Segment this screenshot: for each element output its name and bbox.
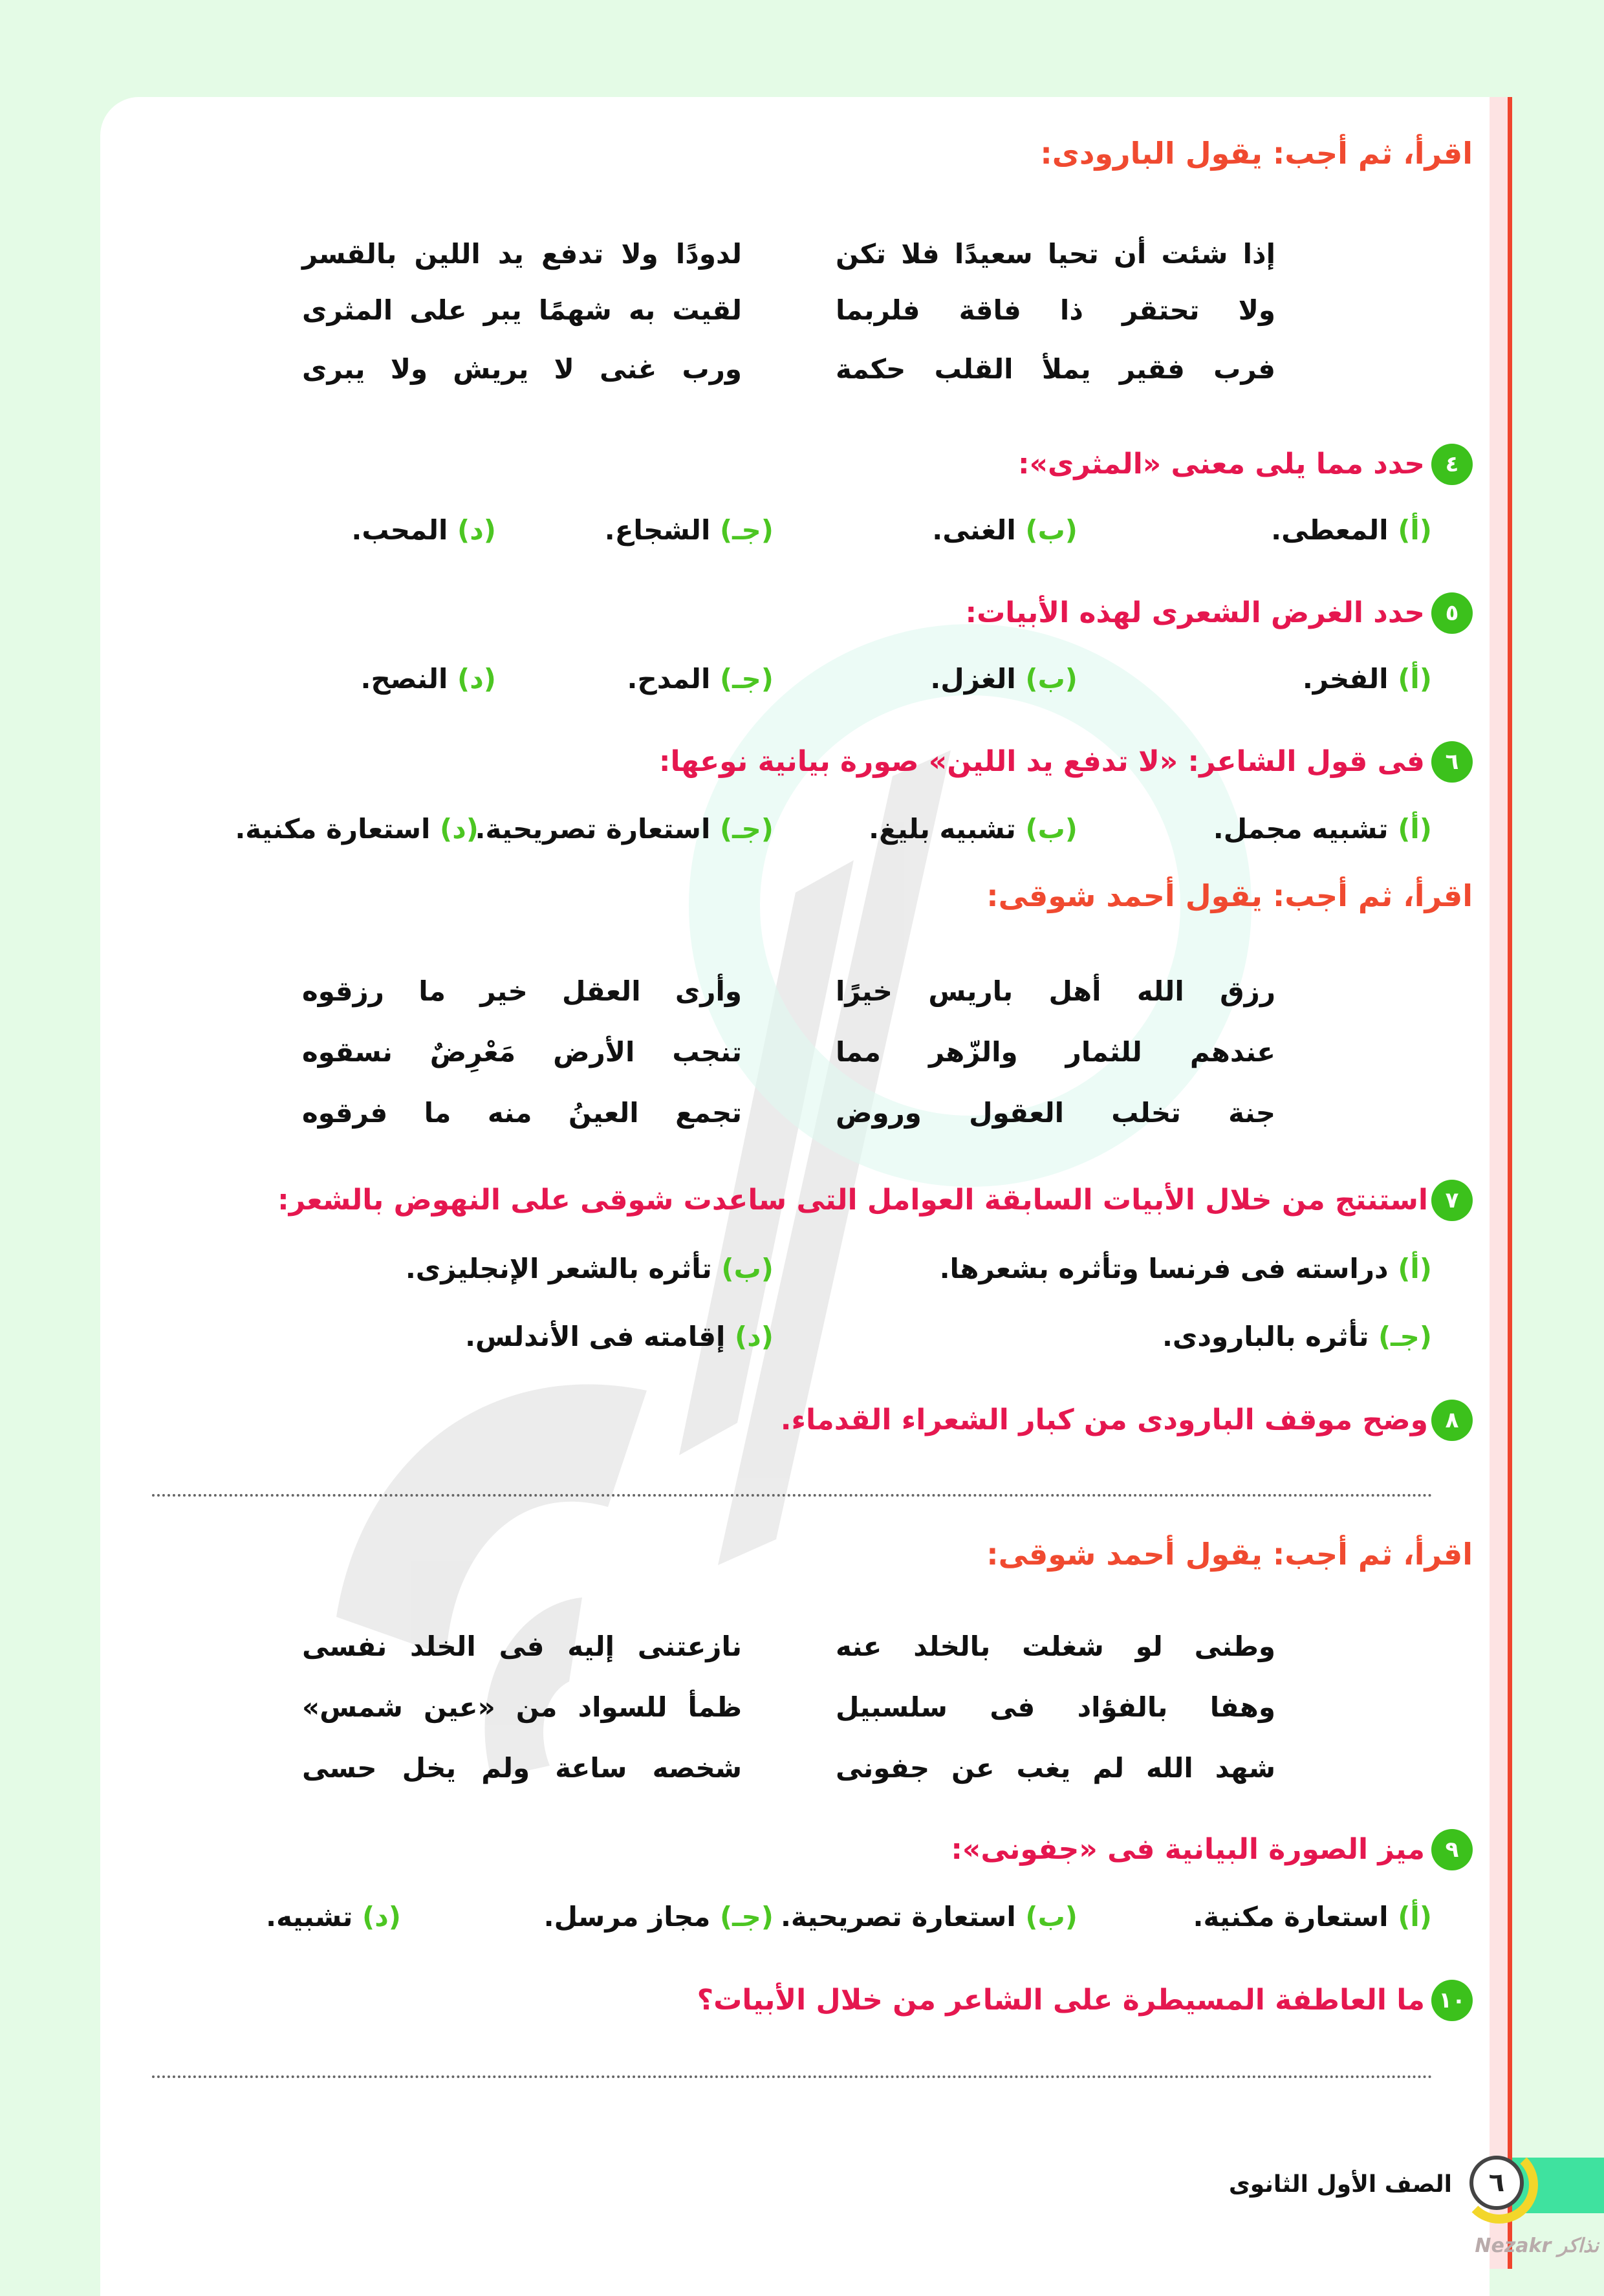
- verse-second-hemistich: ورب غنى لا يريش ولا يبرى: [302, 353, 742, 385]
- option-text: تشبيه بليغ.: [869, 813, 1016, 845]
- verse-first-hemistich: جنة تخلب العقول وروض: [836, 1097, 1275, 1129]
- question-number-badge: ٧: [1431, 1180, 1473, 1221]
- option-text: تأثره بالشعر الإنجليزى.: [405, 1253, 712, 1284]
- verse-first-hemistich: عندهم للثمار والزّهر مما: [836, 1036, 1275, 1068]
- option-text: دراسته فى فرنسا وتأثره بشعرها.: [939, 1253, 1389, 1284]
- option-text: الغزل.: [930, 663, 1016, 695]
- option-letter: جـ: [732, 813, 761, 845]
- option-a[interactable]: (أ) تشبيه مجمل.: [1213, 813, 1432, 845]
- option-c[interactable]: (جـ) الشجاع.: [604, 514, 774, 546]
- question-text: ميز الصورة البيانية فى «جفونى»:: [951, 1833, 1425, 1866]
- option-a[interactable]: (أ) استعارة مكنية.: [1193, 1901, 1432, 1933]
- option-c[interactable]: (جـ) مجاز مرسل.: [543, 1901, 774, 1933]
- option-text: استعارة تصريحية.: [780, 1901, 1016, 1933]
- option-text: المحب.: [351, 514, 448, 546]
- verse-second-hemistich: لقيت به شهمًا يبر على المثرى: [302, 294, 742, 326]
- option-text: إقامته فى الأندلس.: [465, 1321, 726, 1352]
- question-text: وضح موقف البارودى من كبار الشعراء القدماء.: [780, 1403, 1428, 1436]
- verse-second-hemistich: نازعتنى إليه فى الخلد نفسى: [302, 1630, 742, 1662]
- question-number-badge: ٨: [1431, 1400, 1473, 1441]
- section-heading: اقرأ، ثم أجب: يقول البارودى:: [1040, 136, 1473, 171]
- verse-second-hemistich: تنجب الأرض مَعْرِضٌ نسقوه: [302, 1036, 742, 1068]
- section-heading: اقرأ، ثم أجب: يقول أحمد شوقى:: [986, 878, 1473, 913]
- option-d[interactable]: (د) إقامته فى الأندلس.: [465, 1321, 774, 1352]
- verse-first-hemistich: إذا شئت أن تحيا سعيدًا فلا تكن: [836, 238, 1275, 270]
- option-d[interactable]: (د) تشبيه.: [266, 1901, 401, 1933]
- option-text: تشبيه.: [266, 1901, 353, 1933]
- question-number-badge: ٦: [1431, 741, 1473, 783]
- verse-first-hemistich: وطنى لو شغلت بالخلد عنه: [836, 1630, 1275, 1662]
- verse-second-hemistich: لدودًا ولا تدفع يد اللين بالقسر: [302, 238, 742, 270]
- option-letter: جـ: [732, 663, 761, 695]
- grade-label: الصف الأول الثانوى: [1228, 2171, 1452, 2198]
- verse-first-hemistich: وهفا بالفؤاد فى سلسبيل: [836, 1691, 1275, 1723]
- option-letter: أ: [1410, 514, 1420, 546]
- option-d[interactable]: (د) النصح.: [360, 663, 496, 695]
- option-a[interactable]: (أ) المعطى.: [1271, 514, 1432, 546]
- option-c[interactable]: (جـ) المدح.: [627, 663, 774, 695]
- verse-first-hemistich: شهد الله لم يغب عن جفونى: [836, 1752, 1275, 1784]
- section-heading: اقرأ، ثم أجب: يقول أحمد شوقى:: [986, 1537, 1473, 1572]
- option-text: تأثره بالبارودى.: [1162, 1321, 1369, 1352]
- option-letter: جـ: [1391, 1321, 1420, 1352]
- option-b[interactable]: (ب) الغنى.: [932, 514, 1078, 546]
- option-text: مجاز مرسل.: [543, 1901, 711, 1933]
- question-text: حدد الغرض الشعرى لهذه الأبيات:: [965, 596, 1425, 629]
- brand-logo: Nezakr نذاكر: [1475, 2235, 1599, 2257]
- verse-first-hemistich: رزق الله أهل باريس خيرًا: [836, 975, 1275, 1007]
- option-letter: أ: [1410, 1901, 1420, 1933]
- option-text: المعطى.: [1271, 514, 1389, 546]
- verse-second-hemistich: تجمع العينُ منه ما فرقوه: [302, 1097, 742, 1129]
- option-letter: أ: [1410, 1253, 1420, 1284]
- option-letter: ب: [1037, 1901, 1065, 1933]
- option-text: استعارة مكنية.: [235, 813, 431, 845]
- option-letter: د: [747, 1321, 761, 1352]
- verse-second-hemistich: ظمأ للسواد من «عين شمس»: [302, 1691, 742, 1723]
- option-text: المدح.: [627, 663, 711, 695]
- verse-second-hemistich: وأرى العقل خير ما رزقوه: [302, 975, 742, 1007]
- option-letter: د: [452, 813, 466, 845]
- option-a[interactable]: (أ) الفخر.: [1302, 663, 1432, 695]
- option-text: الغنى.: [932, 514, 1016, 546]
- option-letter: جـ: [732, 514, 761, 546]
- question-number-badge: ١٠: [1431, 1980, 1473, 2021]
- question-number-badge: ٩: [1431, 1829, 1473, 1870]
- option-text: تشبيه مجمل.: [1213, 813, 1389, 845]
- option-text: الفخر.: [1302, 663, 1389, 695]
- option-text: استعارة مكنية.: [1193, 1901, 1389, 1933]
- option-d[interactable]: (د) استعارة مكنية.: [235, 813, 479, 845]
- option-d[interactable]: (د) المحب.: [351, 514, 496, 546]
- option-a[interactable]: (أ) دراسته فى فرنسا وتأثره بشعرها.: [939, 1253, 1432, 1284]
- option-letter: د: [470, 663, 484, 695]
- option-letter: جـ: [732, 1901, 761, 1933]
- question-text: ما العاطفة المسيطرة على الشاعر من خلال الأبيات؟: [697, 1984, 1425, 2017]
- page-number: ٦: [1469, 2156, 1524, 2210]
- option-text: استعارة تصريحية.: [475, 813, 711, 845]
- option-letter: د: [470, 514, 484, 546]
- option-b[interactable]: (ب) الغزل.: [930, 663, 1078, 695]
- option-letter: ب: [733, 1253, 761, 1284]
- option-letter: د: [374, 1901, 389, 1933]
- option-b[interactable]: (ب) تشبيه بليغ.: [869, 813, 1078, 845]
- option-letter: ب: [1037, 663, 1065, 695]
- verse-first-hemistich: ولا تحتقر ذا فاقة فلربما: [836, 294, 1275, 326]
- question-number-badge: ٤: [1431, 444, 1473, 485]
- verse-second-hemistich: شخصه ساعة ولم يخل حسى: [302, 1752, 742, 1784]
- answer-line[interactable]: [152, 2075, 1433, 2078]
- option-c[interactable]: (جـ) تأثره بالبارودى.: [1162, 1321, 1432, 1352]
- option-letter: أ: [1410, 813, 1420, 845]
- option-b[interactable]: (ب) تأثره بالشعر الإنجليزى.: [405, 1253, 774, 1284]
- option-text: النصح.: [360, 663, 448, 695]
- answer-line[interactable]: [152, 1494, 1433, 1497]
- option-b[interactable]: (ب) استعارة تصريحية.: [780, 1901, 1078, 1933]
- option-letter: أ: [1410, 663, 1420, 695]
- question-text: فى قول الشاعر: «لا تدفع يد اللين» صورة بيانية نوعها:: [658, 745, 1425, 778]
- verse-first-hemistich: فرب فقير يملأ القلب حكمة: [836, 353, 1275, 385]
- question-text: حدد مما يلى معنى «المثرى»:: [1018, 448, 1425, 481]
- option-letter: ب: [1037, 813, 1065, 845]
- option-letter: ب: [1037, 514, 1065, 546]
- option-c[interactable]: (جـ) استعارة تصريحية.: [475, 813, 774, 845]
- option-text: الشجاع.: [604, 514, 711, 546]
- question-text: استنتج من خلال الأبيات السابقة العوامل التى ساعدت شوقى على النهوض بالشعر:: [277, 1184, 1428, 1217]
- question-number-badge: ٥: [1431, 592, 1473, 634]
